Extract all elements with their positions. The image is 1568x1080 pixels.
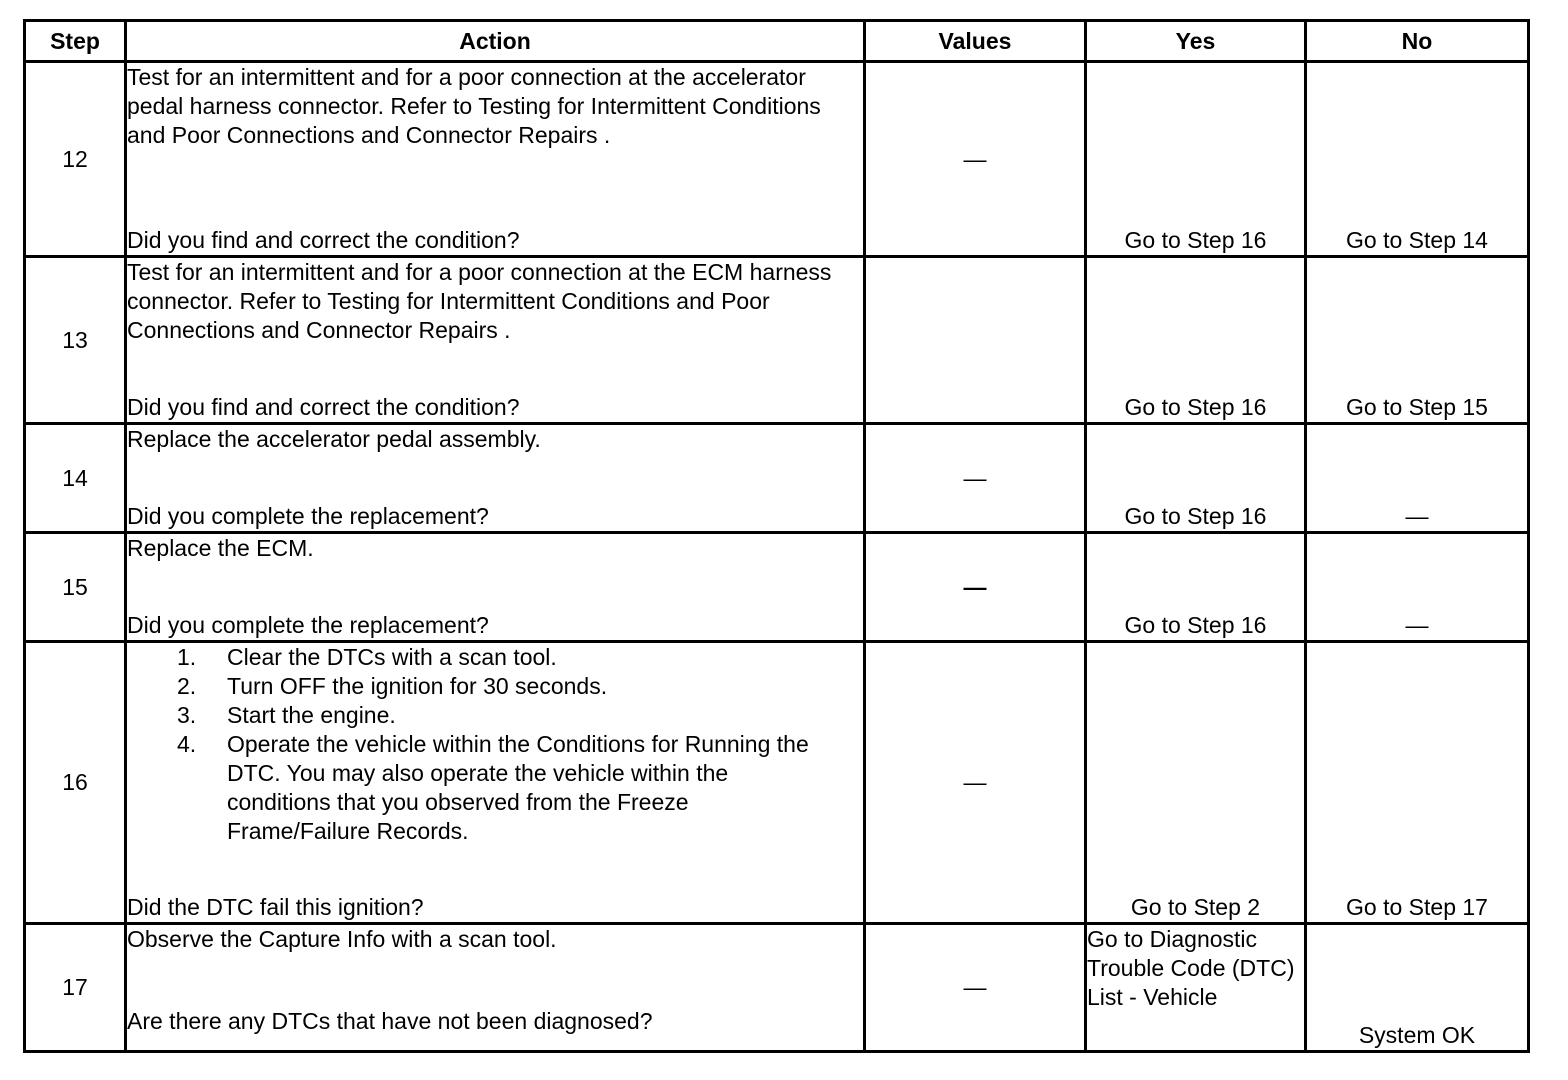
header-yes: Yes (1086, 21, 1306, 62)
diagnostic-table (23, 19, 1530, 1053)
list-item-number: 1. (177, 644, 197, 670)
list-item-number: 3. (177, 702, 197, 728)
list-item-number: 4. (177, 731, 197, 757)
action-cell (126, 533, 865, 642)
action-text: Test for an intermittent and for a poor connection at the ECM harness connector. Refer to Testing for Intermittent Conditions and Poor Connections and Connector Repairs . (127, 259, 832, 343)
values-cell: — (865, 424, 1086, 533)
action-text: Observe the Capture Info with a scan tool. (127, 926, 557, 952)
yes-cell: Go to Diagnostic Trouble Code (DTC) List - Vehicle (1086, 924, 1306, 1052)
no-cell: — (1306, 533, 1529, 642)
action-text: Test for an intermittent and for a poor connection at the accelerator pedal harness connector. Refer to Testing for Intermittent Conditions and Poor Connections and Connector Repairs . (127, 64, 821, 148)
action-question: Are there any DTCs that have not been diagnosed? (127, 1008, 653, 1034)
list-item-text: Operate the vehicle within the Conditions for Running the DTC. You may also operate the vehicle within the conditions that you observed from the Freeze Frame/Failure Records. (227, 731, 809, 844)
header-action: Action (126, 21, 865, 62)
action-question: Did you find and correct the condition? (127, 227, 520, 253)
procedure-list (127, 643, 863, 846)
action-text: Replace the accelerator pedal assembly. (127, 426, 541, 452)
action-cell (126, 62, 865, 257)
yes-cell: Go to Step 16 (1086, 533, 1306, 642)
yes-cell: Go to Step 16 (1086, 424, 1306, 533)
list-item (127, 701, 863, 730)
list-item (127, 730, 863, 846)
list-item-text: Turn OFF the ignition for 30 seconds. (227, 673, 608, 699)
no-cell: — (1306, 424, 1529, 533)
list-item-text: Start the engine. (227, 702, 396, 728)
table-row-step-14 (25, 424, 1529, 533)
step-number: 17 (25, 924, 126, 1052)
header-step: Step (25, 21, 126, 62)
values-cell: — (865, 642, 1086, 924)
values-cell: — (865, 62, 1086, 257)
action-question: Did you complete the replacement? (127, 612, 489, 638)
step-number: 12 (25, 62, 126, 257)
values-cell (865, 257, 1086, 424)
no-cell: Go to Step 14 (1306, 62, 1529, 257)
no-cell: System OK (1306, 924, 1529, 1052)
list-item (127, 672, 863, 701)
table-row-step-17 (25, 924, 1529, 1052)
list-item (127, 643, 863, 672)
no-cell: Go to Step 15 (1306, 257, 1529, 424)
step-number: 16 (25, 642, 126, 924)
action-cell (126, 924, 865, 1052)
values-cell: — (865, 924, 1086, 1052)
action-cell (126, 424, 865, 533)
yes-cell: Go to Step 16 (1086, 257, 1306, 424)
table-row-step-12 (25, 62, 1529, 257)
table-row-step-15 (25, 533, 1529, 642)
step-number: 14 (25, 424, 126, 533)
header-row (25, 21, 1529, 62)
step-number: 13 (25, 257, 126, 424)
no-cell: Go to Step 17 (1306, 642, 1529, 924)
action-cell (126, 642, 865, 924)
table-row-step-16 (25, 642, 1529, 924)
yes-cell: Go to Step 2 (1086, 642, 1306, 924)
values-cell: — (865, 533, 1086, 642)
header-no: No (1306, 21, 1529, 62)
yes-cell: Go to Step 16 (1086, 62, 1306, 257)
table-row-step-13 (25, 257, 1529, 424)
action-text: Replace the ECM. (127, 535, 314, 561)
list-item-number: 2. (177, 673, 197, 699)
action-question: Did you find and correct the condition? (127, 394, 520, 420)
action-cell (126, 257, 865, 424)
action-question: Did you complete the replacement? (127, 503, 489, 529)
header-values: Values (865, 21, 1086, 62)
list-item-text: Clear the DTCs with a scan tool. (227, 644, 557, 670)
action-question: Did the DTC fail this ignition? (127, 894, 424, 920)
step-number: 15 (25, 533, 126, 642)
